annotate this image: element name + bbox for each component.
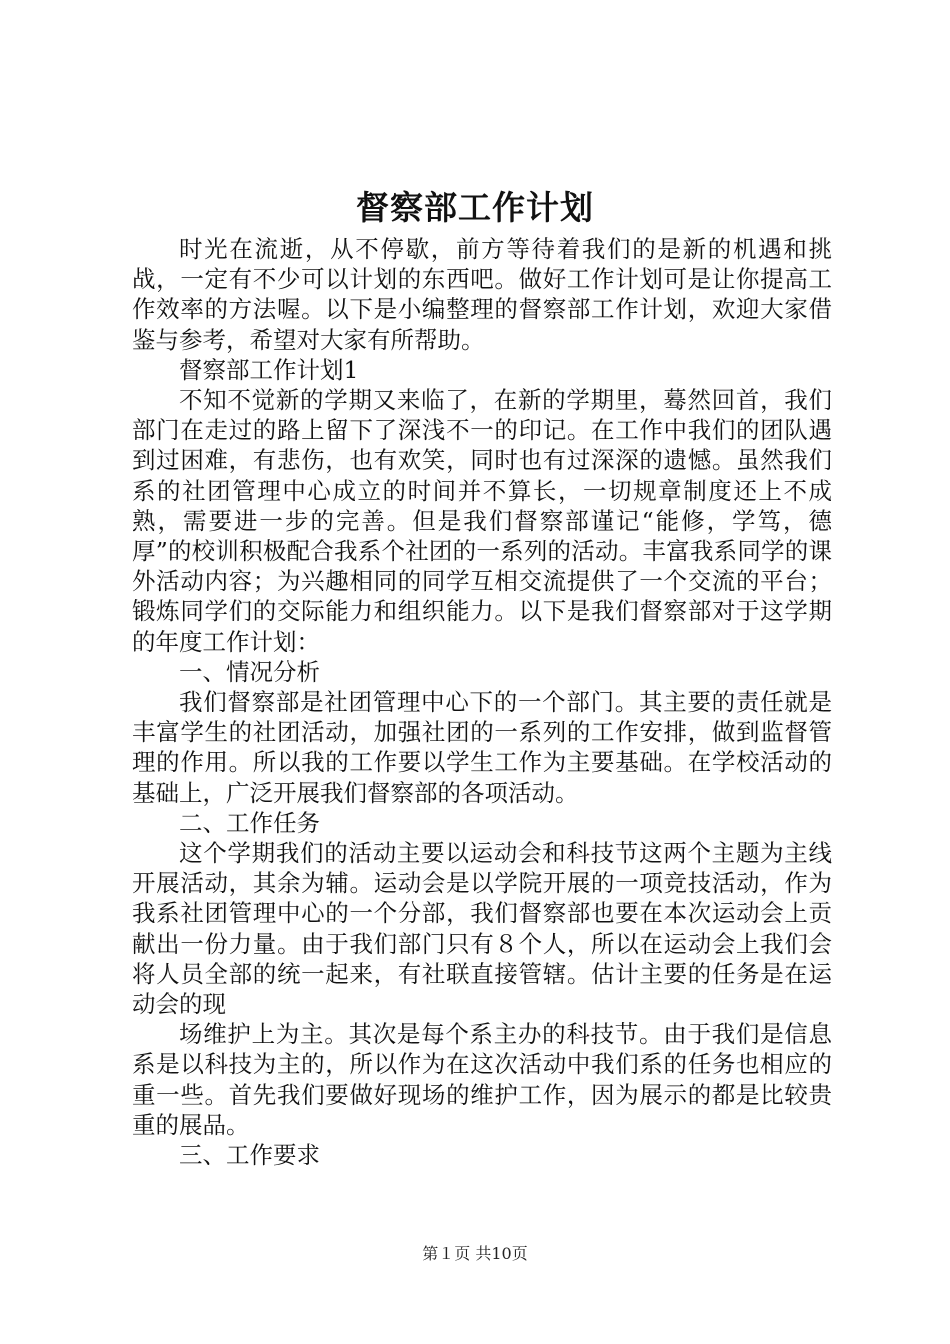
paragraph-intro: 时光在流逝，从不停歇，前方等待着我们的是新的机遇和挑战，一定有不少可以计划的东西吧。做好工作计划可是让你提高工作效率的方法喔。以下是小编整理的督察部工作计划，欢迎大家借鉴与参考，希望对大家有所帮助。 <box>132 235 832 354</box>
section-heading-plan-1: 督察部工作计划1 <box>179 355 359 384</box>
paragraph-plan-1-intro: 不知不觉新的学期又来临了，在新的学期里，蓦然回首，我们部门在走过的路上留下了深浅不一的印记。在工作中我们的团队遇到过困难，有悲伤，也有欢笑，同时也有过深深的遗憾。虽然我们系的社团管理中心成立的时间并不算长，一切规章制度还上不成熟，需要进一步的完善。但是我们督察部谨记“能修，学笃，德厚”的校训积极配合我系个社团的一系列的活动。丰富我系同学的课外活动内容；为兴趣相同的同学互相交流提供了一个交流的平台；锻炼同学们的交际能力和组织能力。以下是我们督察部对于这学期的年度工作计划： <box>132 386 832 656</box>
paragraph-situation-analysis: 我们督察部是社团管理中心下的一个部门。其主要的责任就是丰富学生的社团活动，加强社团的一系列的工作安排，做到监督管理的作用。所以我的工作要以学生工作为主要基础。在学校活动的基础上，广泛开展我们督察部的各项活动。 <box>132 688 832 807</box>
paragraph-work-tasks-continued: 场维护上为主。其次是每个系主办的科技节。由于我们是信息系是以科技为主的，所以作为在这次活动中我们系的任务也相应的重一些。首先我们要做好现场的维护工作，因为展示的都是比较贵重的展品。 <box>132 1020 832 1139</box>
section-heading-work-requirements: 三、工作要求 <box>179 1141 320 1170</box>
document-title: 督察部工作计划 <box>356 188 594 227</box>
section-heading-work-tasks: 二、工作任务 <box>179 808 320 837</box>
section-heading-situation-analysis: 一、情况分析 <box>179 657 320 686</box>
paragraph-work-tasks: 这个学期我们的活动主要以运动会和科技节这两个主题为主线开展活动，其余为辅。运动会是以学院开展的一项竞技活动，作为我系社团管理中心的一个分部，我们督察部也要在本次运动会上贡献出一份力量。由于我们部门只有８个人，所以在运动会上我们会将人员全部的统一起来，有社联直接管辖。估计主要的任务是在运动会的现 <box>132 839 832 1019</box>
document-body <box>132 234 832 1170</box>
page-footer: 第１页 共10页 <box>422 1244 528 1263</box>
